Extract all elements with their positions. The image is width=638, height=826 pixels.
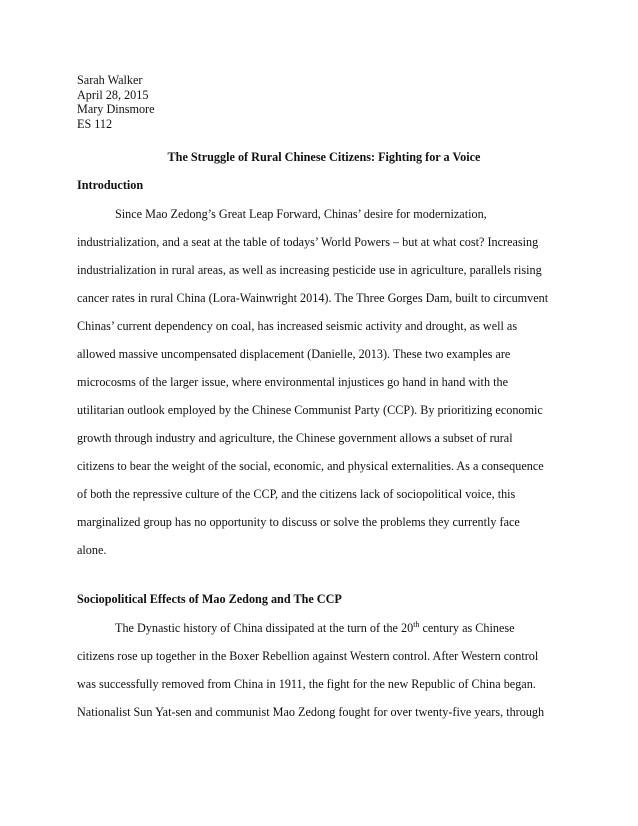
paragraph-line: Chinas’ current dependency on coal, has increased seismic activity and drought, as well as (77, 319, 518, 333)
line-text: century as Chinese (419, 621, 515, 635)
paragraph-line: of both the repressive culture of the CCP, and the citizens lack of sociopolitical voice, this (77, 487, 516, 501)
document-title: The Struggle of Rural Chinese Citizens: Fighting for a Voice (167, 150, 481, 164)
paragraph-line: growth through industry and agriculture, the Chinese government allows a subset of rural (77, 431, 513, 445)
paragraph-line: industrialization, and a seat at the table of todays’ World Powers – but at what cost? Increasing (77, 235, 539, 249)
author-name: Sarah Walker (77, 73, 143, 87)
paragraph-line: marginalized group has no opportunity to discuss or solve the problems they currently face (77, 515, 520, 529)
superscript: th (413, 619, 420, 629)
header-block (77, 73, 155, 131)
paragraph-line (115, 621, 515, 636)
paragraph-line: citizens to bear the weight of the social, economic, and physical externalities. As a consequence (77, 459, 544, 473)
document-date: April 28, 2015 (77, 87, 149, 102)
paragraph-line: Since Mao Zedong’s Great Leap Forward, Chinas’ desire for modernization, (115, 207, 487, 221)
paragraph-line: microcosms of the larger issue, where environmental injustices go hand in hand with the (77, 375, 508, 389)
paragraph-line: utilitarian outlook employed by the Chinese Communist Party (CCP). By prioritizing economic (77, 403, 543, 417)
course-code: ES 112 (77, 116, 113, 131)
paragraph-line: allowed massive uncompensated displacement (Danielle, 2013). These two examples are (77, 347, 511, 361)
section-heading-introduction: Introduction (77, 178, 144, 192)
paragraph-line: cancer rates in rural China (Lora-Wainwright 2014). The Three Gorges Dam, built to circumvent (77, 291, 549, 305)
line-text: The Dynastic history of China dissipated at the turn of the 20 (115, 621, 414, 635)
section-heading-sociopolitical: Sociopolitical Effects of Mao Zedong and The CCP (77, 592, 342, 606)
paragraph-line: industrialization in rural areas, as well as increasing pesticide use in agriculture, parallels rising (77, 263, 542, 277)
paragraph-line: citizens rose up together in the Boxer Rebellion against Western control. After Western control (77, 649, 539, 663)
paragraph-line: was successfully removed from China in 1911, the fight for the new Republic of China began. (77, 677, 536, 691)
paragraph-line: alone. (77, 543, 107, 557)
instructor-name: Mary Dinsmore (77, 102, 155, 116)
paragraph-line: Nationalist Sun Yat-sen and communist Mao Zedong fought for over twenty-five years, through (77, 705, 545, 719)
